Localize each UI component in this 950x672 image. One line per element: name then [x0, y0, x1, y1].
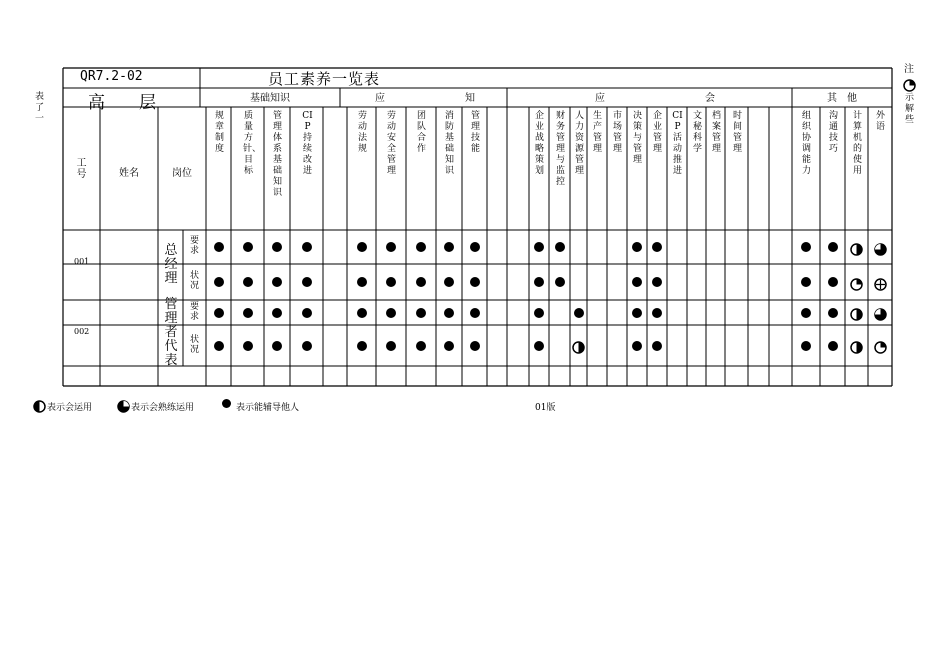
full-circle-icon: [222, 399, 231, 408]
row-type: 状况: [189, 271, 199, 291]
three-quarter-circle-icon: [874, 241, 887, 254]
full-circle-icon: [828, 308, 838, 318]
full-circle-icon: [801, 308, 811, 318]
three-quarter-circle-icon: [874, 306, 887, 319]
page-title: 员工素养一览表: [268, 70, 381, 88]
full-circle-icon: [828, 277, 838, 287]
full-circle-icon: [470, 308, 480, 318]
legend-full: 表示能辅导他人: [236, 403, 300, 413]
full-circle-icon: [444, 242, 454, 252]
full-circle-icon: [470, 277, 480, 287]
legend-three-quarter: 表示会熟练运用: [131, 403, 195, 413]
right-side-note-bottom: 示解些: [904, 93, 914, 125]
form-code: QR7.2-02: [80, 69, 143, 84]
full-circle-icon: [652, 242, 662, 252]
full-circle-icon: [302, 277, 312, 287]
quarter-circle-icon: [903, 77, 916, 90]
full-circle-icon: [272, 341, 282, 351]
full-circle-icon: [416, 308, 426, 318]
full-circle-icon: [632, 308, 642, 318]
col-header-3: CIP持续改进: [302, 111, 313, 176]
full-circle-icon: [574, 308, 584, 318]
full-circle-icon: [632, 341, 642, 351]
col-header-12: 企业战略策划: [534, 111, 544, 176]
col-header-28: 外语: [875, 111, 885, 132]
full-circle-icon: [632, 277, 642, 287]
half-circle-icon: [850, 241, 863, 254]
col-header-21: 档案管理: [711, 111, 721, 154]
full-circle-icon: [357, 308, 367, 318]
col-header-7: 团队合作: [416, 111, 426, 154]
quarter-circle-icon: [874, 339, 887, 352]
group-can-b: 会: [705, 93, 715, 104]
col-header-18: 企业管理: [652, 111, 662, 154]
row-type: 状况: [189, 334, 199, 355]
full-circle-icon: [828, 242, 838, 252]
col-header-25: 组织协调能力: [801, 111, 811, 176]
full-circle-icon: [555, 242, 565, 252]
full-circle-icon: [534, 308, 544, 318]
col-header-post: 岗位: [172, 168, 192, 179]
quarter-circle-icon: [850, 276, 863, 289]
full-circle-icon: [214, 277, 224, 287]
full-circle-icon: [243, 308, 253, 318]
col-header-17: 决策与管理: [632, 111, 642, 165]
col-header-27: 计算机的使用: [852, 111, 862, 176]
col-header-26: 沟通技巧: [828, 111, 838, 154]
full-circle-icon: [534, 341, 544, 351]
legend-half: 表示会运用: [47, 403, 93, 413]
half-circle-icon: [850, 339, 863, 352]
full-circle-icon: [470, 341, 480, 351]
col-header-22: 时间管理: [732, 111, 742, 154]
col-header-13: 财务管理与监控: [555, 111, 565, 187]
full-circle-icon: [386, 242, 396, 252]
full-circle-icon: [214, 341, 224, 351]
full-circle-icon: [652, 308, 662, 318]
col-header-8: 消防基础知识: [444, 111, 454, 176]
full-circle-icon: [243, 242, 253, 252]
col-header-16: 市场管理: [612, 111, 622, 154]
full-circle-icon: [828, 341, 838, 351]
full-circle-icon: [386, 277, 396, 287]
full-circle-icon: [214, 308, 224, 318]
full-circle-icon: [416, 242, 426, 252]
three-quarter-circle-icon: [117, 398, 130, 411]
col-header-15: 生产管理: [592, 111, 602, 154]
full-circle-icon: [416, 341, 426, 351]
full-circle-icon: [302, 308, 312, 318]
full-circle-icon: [444, 341, 454, 351]
row-id: 001: [74, 257, 90, 266]
row-type: 要求: [189, 236, 199, 256]
col-header-5: 劳动法规: [357, 111, 367, 154]
version-label: 01版: [535, 403, 556, 413]
col-header-20: 文秘科学: [692, 111, 702, 154]
right-side-note-top: 注: [904, 64, 914, 75]
full-circle-icon: [272, 242, 282, 252]
full-circle-icon: [386, 341, 396, 351]
full-circle-icon: [386, 308, 396, 318]
group-know-a: 应: [375, 93, 385, 104]
full-circle-icon: [632, 242, 642, 252]
level-label: 高 层: [88, 93, 156, 113]
full-circle-icon: [534, 242, 544, 252]
full-circle-icon: [801, 341, 811, 351]
full-circle-icon: [357, 277, 367, 287]
row-id: 002: [74, 327, 90, 336]
row-type: 要求: [189, 301, 199, 322]
col-header-14: 人力资源管理: [574, 111, 584, 176]
full-circle-icon: [470, 242, 480, 252]
full-circle-icon: [272, 308, 282, 318]
full-circle-icon: [555, 277, 565, 287]
full-circle-icon: [416, 277, 426, 287]
full-circle-icon: [801, 277, 811, 287]
full-circle-icon: [302, 341, 312, 351]
col-header-2: 管理体系基础知识: [272, 111, 282, 198]
full-circle-icon: [652, 341, 662, 351]
group-can-a: 应: [595, 93, 605, 104]
full-circle-icon: [801, 242, 811, 252]
row-post: 管理者代表: [164, 297, 178, 368]
full-circle-icon: [272, 277, 282, 287]
half-circle-icon: [850, 306, 863, 319]
row-post: 总经理: [164, 243, 178, 286]
full-circle-icon: [652, 277, 662, 287]
col-header-1: 质量方针、目标: [243, 111, 262, 176]
col-header-19: CIP活动推进: [672, 111, 683, 176]
half-circle-icon: [572, 339, 585, 352]
full-circle-icon: [357, 242, 367, 252]
col-header-0: 规章制度: [214, 111, 224, 154]
full-circle-icon: [357, 341, 367, 351]
full-circle-icon: [444, 308, 454, 318]
group-other: 其 他: [827, 93, 857, 104]
col-header-name: 姓名: [119, 168, 139, 179]
left-side-note: 表了一: [34, 92, 44, 124]
full-circle-icon: [302, 242, 312, 252]
full-circle-icon: [534, 277, 544, 287]
full-circle-icon: [214, 242, 224, 252]
col-header-9: 管理技能: [470, 111, 480, 154]
col-header-6: 劳动安全管理: [386, 111, 396, 176]
circled-plus-icon: [874, 276, 887, 289]
full-circle-icon: [444, 277, 454, 287]
half-circle-icon: [33, 398, 46, 411]
col-header-id: 工号: [76, 158, 87, 180]
full-circle-icon: [243, 277, 253, 287]
group-basic: 基础知识: [250, 93, 290, 104]
full-circle-icon: [243, 341, 253, 351]
group-know-b: 知: [465, 93, 475, 104]
